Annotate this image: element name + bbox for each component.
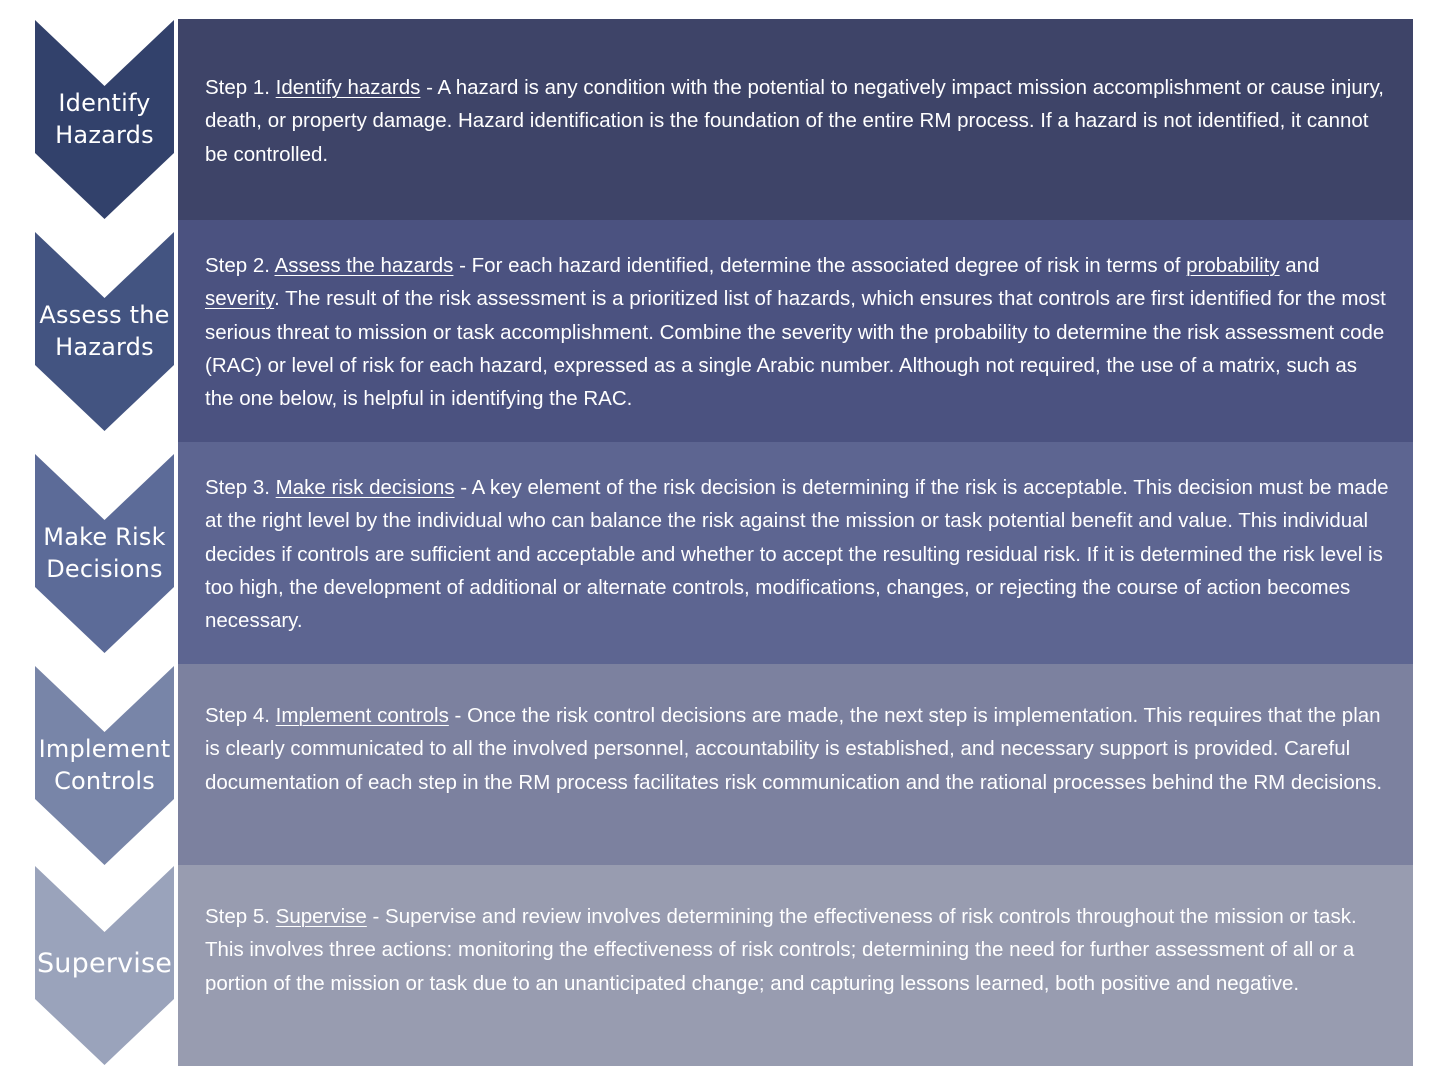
step-5-prefix: Step 5.	[205, 905, 276, 928]
step-5-text: - Supervise and review involves determining the effectiveness of risk controls throughout the mission or task. This involves three actions: monitoring the effectiveness of risk controls; determining the need for further assessment of all or a portion of the mission or task due to an unanticipated change; and capturing lessons learned, both positive and negative.	[205, 905, 1357, 995]
step-2-prefix: Step 2.	[205, 254, 275, 277]
step-1-label-line-2: Hazards	[55, 121, 154, 149]
step-3-title: Make risk decisions	[275, 476, 455, 499]
step-4-text: - Once the risk control decisions are made, the next step is implementation. This requires that the plan is clearly communicated to all the involved personnel, accountability is established, and necessary support is provided. Careful documentation of each step in the RM process facilitates risk communication and the rational processes behind the RM decisions.	[205, 704, 1383, 794]
step-4-label-line-2: Controls	[54, 767, 155, 795]
step-1-label-line-1: Identify	[58, 89, 151, 117]
step-2-text-b: and	[1279, 254, 1320, 277]
step-1-title: Identify hazards	[275, 76, 421, 99]
step-4-prefix: Step 4.	[205, 704, 276, 727]
step-1-prefix: Step 1.	[205, 76, 276, 99]
step-4-title: Implement controls	[275, 704, 449, 727]
step-3-label-line-1: Make Risk	[43, 523, 166, 551]
step-5-title: Supervise	[275, 905, 367, 928]
step-2-label-line-2: Hazards	[55, 333, 154, 361]
step-2-probability: probability	[1186, 254, 1280, 277]
step-2-text-a: - For each hazard identified, determine the associated degree of risk in terms of	[453, 254, 1187, 277]
step-2-title: Assess the hazards	[274, 254, 454, 277]
step-1-text: - A hazard is any condition with the potential to negatively impact mission accomplishment or cause injury, death, or property damage. Hazard identification is the foundation of the entire RM process. If a hazard is not identified, it cannot be controlled.	[205, 76, 1385, 166]
step-4-label-line-1: Implement	[38, 735, 171, 763]
step-5-description	[205, 900, 1389, 1000]
step-3-label-line-2: Decisions	[46, 555, 163, 583]
step-3-prefix: Step 3.	[205, 476, 276, 499]
step-5-label-line-1: Supervise	[36, 948, 173, 979]
step-5-chevron	[35, 866, 174, 1065]
step-2-text-c: . The result of the risk assessment is a prioritized list of hazards, which ensures that controls are first identified for the most serious threat to mission or task accomplishment. Combine the severity with the probability to determine the risk assessment code (RAC) or level of risk for each hazard, expressed as a single Arabic number. Although not required, the use of a matrix, such as the one below, is helpful in identifying the RAC.	[205, 287, 1386, 411]
step-5-panel	[178, 865, 1413, 1066]
step-3-text: - A key element of the risk decision is determining if the risk is acceptable. This decision must be made at the right level by the individual who can balance the risk against the mission or task potential benefit and value. This individual decides if controls are sufficient and acceptable and whether to accept the resulting residual risk. If it is determined the risk level is too high, the development of additional or alternate controls, modifications, changes, or rejecting the course of action becomes necessary.	[205, 476, 1389, 633]
step-2-label-line-1: Assess the	[39, 301, 170, 329]
step-5-label	[35, 948, 174, 980]
step-2-severity: severity	[205, 287, 275, 311]
